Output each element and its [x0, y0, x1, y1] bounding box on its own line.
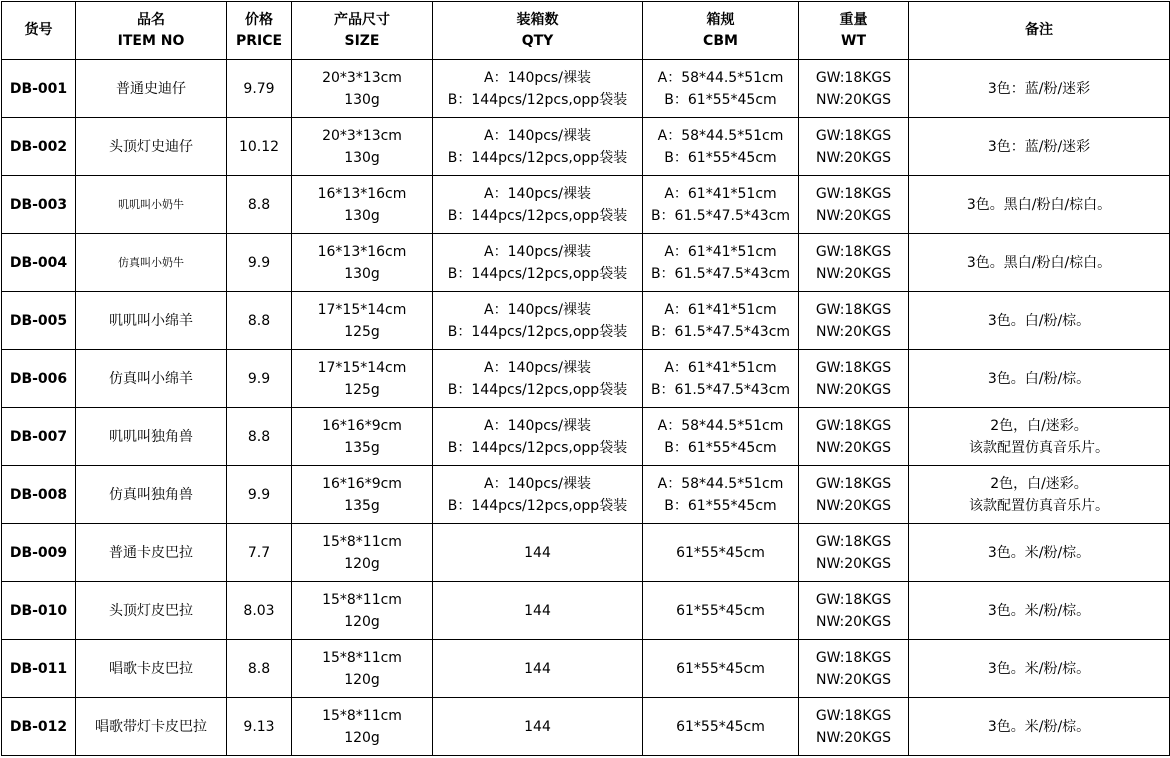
cell-item-name: 头顶灯史迪仔	[76, 118, 227, 176]
cell-note	[909, 234, 1170, 292]
header-weight: 重量 WT	[799, 2, 909, 60]
cell-weight	[799, 118, 909, 176]
cell-size-line: 125g	[344, 381, 380, 398]
cell-weight-line: GW:18KGS	[815, 69, 892, 86]
cell-note-line: 该款配置仿真音乐片。	[969, 497, 1109, 514]
cell-cbm	[643, 408, 799, 466]
header-row	[2, 2, 1170, 60]
header-item-code: 货号	[2, 2, 76, 60]
cell-note-line: 3色。米/粉/棕。	[987, 544, 1091, 561]
cell-qty-line: A：140pcs/裸装	[484, 301, 591, 318]
cell-weight-line: GW:18KGS	[815, 301, 892, 318]
cell-qty	[433, 234, 643, 292]
cell-size	[292, 60, 433, 118]
cell-qty	[433, 118, 643, 176]
cell-qty-line: B：144pcs/12pcs,opp袋装	[447, 381, 628, 398]
cell-size	[292, 524, 433, 582]
cell-qty	[433, 698, 643, 756]
cell-item-name: 唱歌卡皮巴拉	[76, 640, 227, 698]
cell-weight-line: GW:18KGS	[815, 649, 892, 666]
cell-cbm-line: B：61*55*45cm	[664, 497, 777, 514]
cell-weight-line: NW:20KGS	[816, 613, 891, 630]
cell-cbm	[643, 118, 799, 176]
cell-weight-line: GW:18KGS	[815, 475, 892, 492]
cell-size-line: 135g	[344, 439, 380, 456]
cell-note	[909, 292, 1170, 350]
cell-note-line: 3色。米/粉/棕。	[987, 718, 1091, 735]
cell-size-line: 16*13*16cm	[317, 185, 407, 202]
cell-qty-line: B：144pcs/12pcs,opp袋装	[447, 91, 628, 108]
cell-note	[909, 466, 1170, 524]
cell-weight-line: GW:18KGS	[815, 591, 892, 608]
cell-weight-line: GW:18KGS	[815, 707, 892, 724]
cell-cbm	[643, 582, 799, 640]
cell-weight-line: GW:18KGS	[815, 243, 892, 260]
cell-qty-line: A：140pcs/裸装	[484, 359, 591, 376]
cell-weight-line: NW:20KGS	[816, 323, 891, 340]
cell-weight-line: NW:20KGS	[816, 265, 891, 282]
cell-note-line: 3色：蓝/粉/迷彩	[987, 80, 1091, 97]
cell-size	[292, 292, 433, 350]
cell-cbm-line: 61*55*45cm	[676, 602, 765, 619]
cell-cbm-line: B：61.5*47.5*43cm	[650, 265, 791, 282]
cell-weight	[799, 640, 909, 698]
cell-qty-line: B：144pcs/12pcs,opp袋装	[447, 323, 628, 340]
cell-qty-line: B：144pcs/12pcs,opp袋装	[447, 149, 628, 166]
table-row	[2, 350, 1170, 408]
cell-qty-line: B：144pcs/12pcs,opp袋装	[447, 439, 628, 456]
cell-item-code: DB-007	[2, 408, 76, 466]
cell-item-name: 仿真叫小绵羊	[76, 350, 227, 408]
cell-size-line: 130g	[344, 91, 380, 108]
cell-qty	[433, 350, 643, 408]
table-row	[2, 176, 1170, 234]
cell-cbm-line: 61*55*45cm	[676, 660, 765, 677]
cell-size-line: 135g	[344, 497, 380, 514]
cell-cbm-line: B：61*55*45cm	[664, 149, 777, 166]
cell-item-name: 仿真叫独角兽	[76, 466, 227, 524]
cell-cbm	[643, 640, 799, 698]
cell-note-line: 3色：蓝/粉/迷彩	[987, 138, 1091, 155]
cell-weight	[799, 176, 909, 234]
cell-note-line: 3色。黑白/粉白/棕白。	[966, 196, 1112, 213]
cell-cbm	[643, 350, 799, 408]
cell-weight-line: NW:20KGS	[816, 207, 891, 224]
cell-size-line: 120g	[344, 613, 380, 630]
header-size: 产品尺寸 SIZE	[292, 2, 433, 60]
product-spec-table	[1, 1, 1170, 756]
cell-price: 9.9	[227, 466, 292, 524]
cell-cbm-line: B：61*55*45cm	[664, 439, 777, 456]
cell-weight-line: GW:18KGS	[815, 185, 892, 202]
cell-qty-line: A：140pcs/裸装	[484, 243, 591, 260]
cell-weight-line: NW:20KGS	[816, 381, 891, 398]
cell-weight-line: NW:20KGS	[816, 729, 891, 746]
cell-weight-line: NW:20KGS	[816, 91, 891, 108]
cell-size-line: 15*8*11cm	[322, 707, 402, 724]
cell-weight-line: NW:20KGS	[816, 497, 891, 514]
cell-note	[909, 350, 1170, 408]
cell-weight	[799, 698, 909, 756]
cell-item-code: DB-005	[2, 292, 76, 350]
cell-weight-line: NW:20KGS	[816, 149, 891, 166]
cell-weight	[799, 350, 909, 408]
cell-price: 9.9	[227, 350, 292, 408]
cell-cbm-line: A：58*44.5*51cm	[657, 475, 784, 492]
cell-qty	[433, 408, 643, 466]
table-row	[2, 582, 1170, 640]
table-row	[2, 234, 1170, 292]
cell-price: 8.8	[227, 640, 292, 698]
cell-weight	[799, 466, 909, 524]
cell-qty	[433, 582, 643, 640]
cell-qty-line: 144	[524, 602, 551, 619]
cell-cbm-line: A：61*41*51cm	[664, 301, 777, 318]
cell-weight	[799, 234, 909, 292]
cell-weight-line: NW:20KGS	[816, 439, 891, 456]
table-row	[2, 524, 1170, 582]
cell-cbm-line: B：61.5*47.5*43cm	[650, 323, 791, 340]
cell-cbm	[643, 292, 799, 350]
cell-price: 8.8	[227, 408, 292, 466]
cell-size-line: 15*8*11cm	[322, 649, 402, 666]
cell-price: 9.9	[227, 234, 292, 292]
cell-size-line: 16*16*9cm	[322, 417, 402, 434]
cell-size-line: 130g	[344, 207, 380, 224]
cell-note	[909, 60, 1170, 118]
cell-item-code: DB-008	[2, 466, 76, 524]
cell-qty	[433, 524, 643, 582]
cell-cbm-line: B：61.5*47.5*43cm	[650, 381, 791, 398]
cell-item-name: 头顶灯皮巴拉	[76, 582, 227, 640]
cell-cbm-line: A：58*44.5*51cm	[657, 69, 784, 86]
cell-qty	[433, 466, 643, 524]
cell-cbm-line: 61*55*45cm	[676, 718, 765, 735]
cell-size-line: 120g	[344, 555, 380, 572]
cell-item-code: DB-012	[2, 698, 76, 756]
cell-cbm-line: A：61*41*51cm	[664, 243, 777, 260]
table-row	[2, 118, 1170, 176]
cell-qty-line: A：140pcs/裸装	[484, 127, 591, 144]
cell-weight	[799, 292, 909, 350]
cell-note-line: 3色。黑白/粉白/棕白。	[966, 254, 1112, 271]
cell-note-line: 该款配置仿真音乐片。	[969, 439, 1109, 456]
table-row	[2, 60, 1170, 118]
cell-size-line: 16*13*16cm	[317, 243, 407, 260]
header-qty: 装箱数 QTY	[433, 2, 643, 60]
cell-price: 10.12	[227, 118, 292, 176]
cell-qty-line: B：144pcs/12pcs,opp袋装	[447, 497, 628, 514]
cell-cbm	[643, 524, 799, 582]
cell-qty-line: 144	[524, 544, 551, 561]
cell-qty	[433, 176, 643, 234]
cell-qty-line: B：144pcs/12pcs,opp袋装	[447, 207, 628, 224]
cell-size	[292, 234, 433, 292]
cell-item-code: DB-006	[2, 350, 76, 408]
cell-size-line: 125g	[344, 323, 380, 340]
cell-qty-line: 144	[524, 718, 551, 735]
cell-cbm-line: A：58*44.5*51cm	[657, 417, 784, 434]
cell-item-code: DB-003	[2, 176, 76, 234]
cell-note-line: 2色，白/迷彩。	[990, 475, 1088, 492]
cell-weight-line: NW:20KGS	[816, 555, 891, 572]
cell-size-line: 20*3*13cm	[322, 127, 402, 144]
cell-size	[292, 408, 433, 466]
cell-weight-line: GW:18KGS	[815, 359, 892, 376]
cell-weight-line: GW:18KGS	[815, 533, 892, 550]
cell-size	[292, 176, 433, 234]
cell-qty-line: A：140pcs/裸装	[484, 475, 591, 492]
cell-item-code: DB-009	[2, 524, 76, 582]
cell-price: 9.79	[227, 60, 292, 118]
cell-size	[292, 582, 433, 640]
cell-size-line: 15*8*11cm	[322, 591, 402, 608]
header-price: 价格 PRICE	[227, 2, 292, 60]
cell-note-line: 3色。米/粉/棕。	[987, 602, 1091, 619]
cell-note-line: 3色。米/粉/棕。	[987, 660, 1091, 677]
cell-cbm	[643, 466, 799, 524]
cell-size-line: 20*3*13cm	[322, 69, 402, 86]
cell-size	[292, 640, 433, 698]
cell-weight	[799, 582, 909, 640]
cell-qty	[433, 640, 643, 698]
cell-qty-line: A：140pcs/裸装	[484, 185, 591, 202]
cell-item-name: 叽叽叫小奶牛	[76, 176, 227, 234]
cell-cbm-line: B：61*55*45cm	[664, 91, 777, 108]
header-note: 备注	[909, 2, 1170, 60]
cell-weight	[799, 408, 909, 466]
cell-cbm	[643, 176, 799, 234]
cell-item-name: 叽叽叫独角兽	[76, 408, 227, 466]
cell-qty	[433, 292, 643, 350]
cell-size-line: 130g	[344, 149, 380, 166]
cell-price: 9.13	[227, 698, 292, 756]
cell-note	[909, 698, 1170, 756]
cell-item-name: 普通史迪仔	[76, 60, 227, 118]
table-row	[2, 408, 1170, 466]
table-body	[2, 60, 1170, 756]
cell-item-name: 仿真叫小奶牛	[76, 234, 227, 292]
cell-cbm-line: B：61.5*47.5*43cm	[650, 207, 791, 224]
cell-weight-line: NW:20KGS	[816, 671, 891, 688]
cell-size-line: 120g	[344, 729, 380, 746]
cell-qty-line: B：144pcs/12pcs,opp袋装	[447, 265, 628, 282]
cell-item-name: 叽叽叫小绵羊	[76, 292, 227, 350]
cell-size-line: 17*15*14cm	[317, 301, 407, 318]
cell-size-line: 130g	[344, 265, 380, 282]
header-item-name: 品名 ITEM NO	[76, 2, 227, 60]
cell-item-code: DB-011	[2, 640, 76, 698]
cell-item-code: DB-004	[2, 234, 76, 292]
cell-size	[292, 350, 433, 408]
cell-item-name: 唱歌带灯卡皮巴拉	[76, 698, 227, 756]
cell-price: 8.8	[227, 292, 292, 350]
cell-cbm-line: A：61*41*51cm	[664, 359, 777, 376]
cell-note	[909, 524, 1170, 582]
cell-size	[292, 118, 433, 176]
cell-qty-line: A：140pcs/裸装	[484, 69, 591, 86]
cell-size	[292, 698, 433, 756]
cell-price: 8.03	[227, 582, 292, 640]
cell-note	[909, 176, 1170, 234]
cell-note	[909, 582, 1170, 640]
cell-price: 7.7	[227, 524, 292, 582]
table-row	[2, 640, 1170, 698]
cell-item-code: DB-002	[2, 118, 76, 176]
cell-item-code: DB-001	[2, 60, 76, 118]
cell-qty	[433, 60, 643, 118]
cell-size-line: 120g	[344, 671, 380, 688]
cell-note	[909, 408, 1170, 466]
cell-size	[292, 466, 433, 524]
cell-cbm	[643, 234, 799, 292]
cell-size-line: 15*8*11cm	[322, 533, 402, 550]
cell-cbm	[643, 698, 799, 756]
header-cbm: 箱规 CBM	[643, 2, 799, 60]
cell-note-line: 2色，白/迷彩。	[990, 417, 1088, 434]
cell-qty-line: 144	[524, 660, 551, 677]
cell-size-line: 16*16*9cm	[322, 475, 402, 492]
cell-cbm-line: A：58*44.5*51cm	[657, 127, 784, 144]
cell-item-name: 普通卡皮巴拉	[76, 524, 227, 582]
cell-cbm-line: A：61*41*51cm	[664, 185, 777, 202]
table-row	[2, 466, 1170, 524]
table-row	[2, 292, 1170, 350]
cell-weight-line: GW:18KGS	[815, 417, 892, 434]
cell-price: 8.8	[227, 176, 292, 234]
cell-weight	[799, 60, 909, 118]
cell-note	[909, 640, 1170, 698]
cell-weight	[799, 524, 909, 582]
cell-note	[909, 118, 1170, 176]
cell-note-line: 3色。白/粉/棕。	[987, 370, 1091, 387]
cell-cbm-line: 61*55*45cm	[676, 544, 765, 561]
cell-size-line: 17*15*14cm	[317, 359, 407, 376]
cell-item-code: DB-010	[2, 582, 76, 640]
cell-cbm	[643, 60, 799, 118]
cell-note-line: 3色。白/粉/棕。	[987, 312, 1091, 329]
table-row	[2, 698, 1170, 756]
cell-qty-line: A：140pcs/裸装	[484, 417, 591, 434]
cell-weight-line: GW:18KGS	[815, 127, 892, 144]
